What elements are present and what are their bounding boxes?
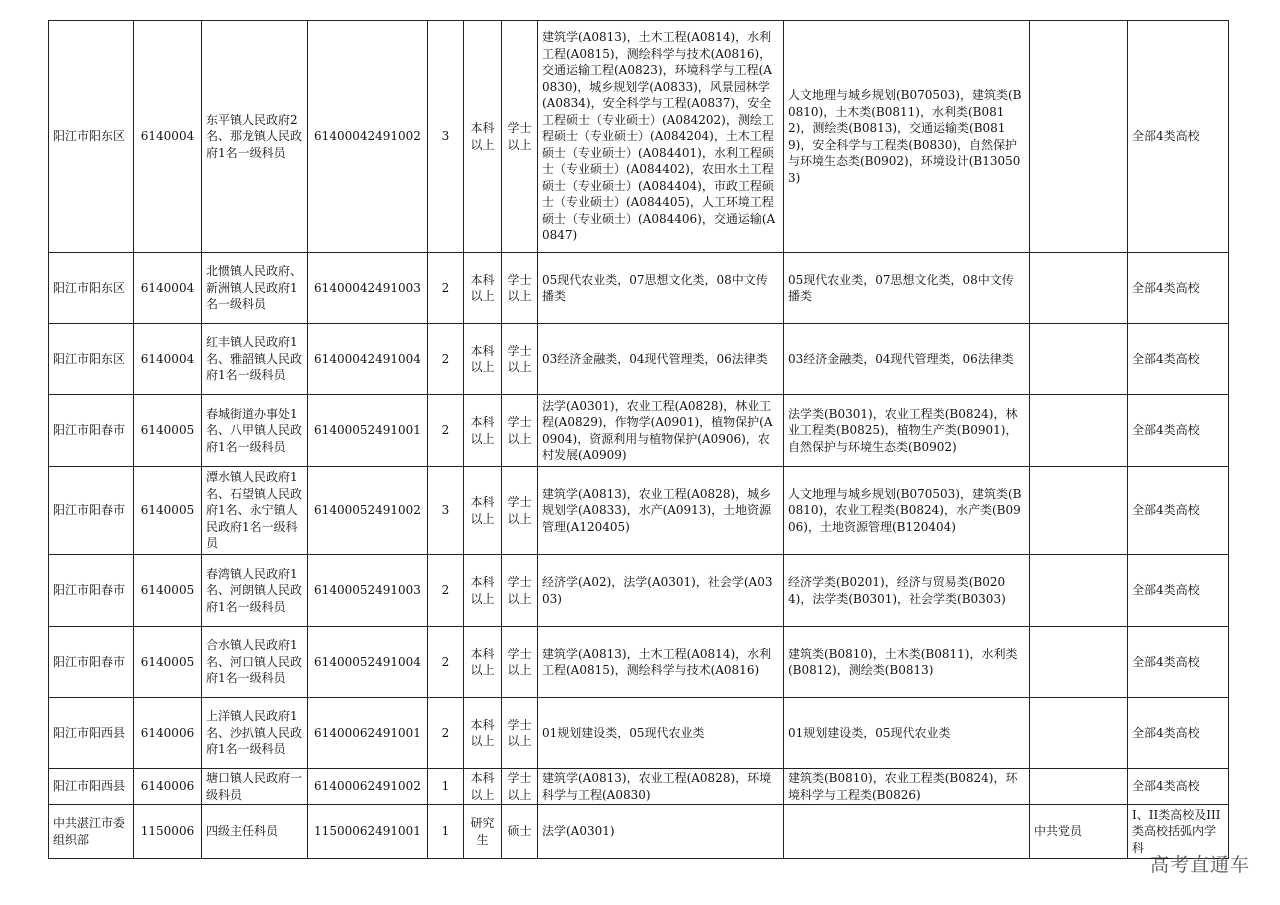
position-name-cell: 红丰镇人民政府1名、雅韶镇人民政府1名一级科员 — [202, 324, 308, 395]
hire-count-cell: 2 — [428, 395, 464, 467]
political-status-cell — [1030, 21, 1128, 253]
hire-count-cell: 3 — [428, 467, 464, 555]
region-cell: 阳江市阳东区 — [49, 253, 134, 324]
school-requirement-cell: 全部4类高校 — [1128, 324, 1229, 395]
education-cell: 本科以上 — [464, 21, 502, 253]
degree-cell: 学士以上 — [502, 698, 538, 769]
school-requirement-cell: 全部4类高校 — [1128, 698, 1229, 769]
undergraduate-major-cell: 法学类(B0301)，农业工程类(B0824)，林业工程类(B0825)，植物生产类(B0901)，自然保护与环境生态类(B0902) — [784, 395, 1030, 467]
table-row — [49, 698, 1229, 769]
hire-count-cell: 1 — [428, 769, 464, 805]
education-cell: 本科以上 — [464, 467, 502, 555]
school-requirement-cell: 全部4类高校 — [1128, 467, 1229, 555]
graduate-major-cell: 建筑学(A0813)，农业工程(A0828)，环境科学与工程(A0830) — [538, 769, 784, 805]
undergraduate-major-cell: 03经济金融类，04现代管理类，06法律类 — [784, 324, 1030, 395]
degree-cell: 硕士 — [502, 805, 538, 859]
school-requirement-cell: 全部4类高校 — [1128, 627, 1229, 698]
undergraduate-major-cell — [784, 805, 1030, 859]
degree-cell: 学士以上 — [502, 627, 538, 698]
position-name-cell: 潭水镇人民政府1名、石望镇人民政府1名、永宁镇人民政府1名一级科员 — [202, 467, 308, 555]
position-name-cell: 北惯镇人民政府、新洲镇人民政府1名一级科员 — [202, 253, 308, 324]
position-code-cell: 61400042491002 — [308, 21, 428, 253]
table-row — [49, 805, 1229, 859]
region-cell: 阳江市阳春市 — [49, 467, 134, 555]
education-cell: 本科以上 — [464, 324, 502, 395]
education-cell: 本科以上 — [464, 698, 502, 769]
degree-cell: 学士以上 — [502, 395, 538, 467]
hire-count-cell: 2 — [428, 324, 464, 395]
degree-cell: 学士以上 — [502, 467, 538, 555]
hire-count-cell: 3 — [428, 21, 464, 253]
hire-count-cell: 2 — [428, 555, 464, 627]
position-name-cell: 春城街道办事处1名、八甲镇人民政府1名一级科员 — [202, 395, 308, 467]
unit-code-cell: 1150006 — [134, 805, 202, 859]
position-name-cell: 合水镇人民政府1名、河口镇人民政府1名一级科员 — [202, 627, 308, 698]
region-cell: 阳江市阳东区 — [49, 21, 134, 253]
unit-code-cell: 6140004 — [134, 253, 202, 324]
school-requirement-cell: I、II类高校及III类高校括弧内学科 — [1128, 805, 1229, 859]
table-row — [49, 555, 1229, 627]
region-cell: 阳江市阳春市 — [49, 627, 134, 698]
position-name-cell: 四级主任科员 — [202, 805, 308, 859]
watermark: 高考直通车 — [1149, 854, 1250, 876]
undergraduate-major-cell: 建筑类(B0810)，土木类(B0811)，水利类(B0812)，测绘类(B0813) — [784, 627, 1030, 698]
hire-count-cell: 1 — [428, 805, 464, 859]
unit-code-cell: 6140005 — [134, 467, 202, 555]
unit-code-cell: 6140005 — [134, 395, 202, 467]
graduate-major-cell: 建筑学(A0813)，土木工程(A0814)，水利工程(A0815)，测绘科学与技术(A0816) — [538, 627, 784, 698]
position-name-cell: 春湾镇人民政府1名、河朗镇人民政府1名一级科员 — [202, 555, 308, 627]
graduate-major-cell: 法学(A0301)，农业工程(A0828)，林业工程(A0829)，作物学(A0901)，植物保护(A0904)，资源利用与植物保护(A0906)，农村发展(A0909) — [538, 395, 784, 467]
political-status-cell — [1030, 555, 1128, 627]
region-cell: 阳江市阳春市 — [49, 395, 134, 467]
degree-cell: 学士以上 — [502, 21, 538, 253]
table-row — [49, 769, 1229, 805]
position-code-cell: 61400042491004 — [308, 324, 428, 395]
school-requirement-cell: 全部4类高校 — [1128, 769, 1229, 805]
graduate-major-cell: 法学(A0301) — [538, 805, 784, 859]
table-row — [49, 395, 1229, 467]
hire-count-cell: 2 — [428, 627, 464, 698]
political-status-cell — [1030, 395, 1128, 467]
region-cell: 阳江市阳西县 — [49, 698, 134, 769]
political-status-cell — [1030, 627, 1128, 698]
political-status-cell — [1030, 467, 1128, 555]
position-code-cell: 61400052491002 — [308, 467, 428, 555]
education-cell: 本科以上 — [464, 627, 502, 698]
position-code-cell: 61400062491002 — [308, 769, 428, 805]
position-code-cell: 61400052491003 — [308, 555, 428, 627]
graduate-major-cell: 01规划建设类，05现代农业类 — [538, 698, 784, 769]
education-cell: 本科以上 — [464, 769, 502, 805]
position-code-cell: 61400052491001 — [308, 395, 428, 467]
school-requirement-cell: 全部4类高校 — [1128, 555, 1229, 627]
undergraduate-major-cell: 01规划建设类，05现代农业类 — [784, 698, 1030, 769]
school-requirement-cell: 全部4类高校 — [1128, 21, 1229, 253]
degree-cell: 学士以上 — [502, 253, 538, 324]
political-status-cell — [1030, 769, 1128, 805]
graduate-major-cell: 05现代农业类，07思想文化类，08中文传播类 — [538, 253, 784, 324]
political-status-cell — [1030, 698, 1128, 769]
hire-count-cell: 2 — [428, 253, 464, 324]
region-cell: 阳江市阳西县 — [49, 769, 134, 805]
undergraduate-major-cell: 经济学类(B0201)，经济与贸易类(B0204)，法学类(B0301)，社会学类(B0303) — [784, 555, 1030, 627]
table-body — [49, 21, 1229, 859]
unit-code-cell: 6140004 — [134, 21, 202, 253]
table-row — [49, 253, 1229, 324]
position-code-cell: 61400052491004 — [308, 627, 428, 698]
undergraduate-major-cell: 人文地理与城乡规划(B070503)，建筑类(B0810)，土木类(B0811)，水利类(B0812)，测绘类(B0813)，交通运输类(B0819)，安全科学与工程类(B0830)，自然保护与环境生态类(B0902)，环境设计(B130503) — [784, 21, 1030, 253]
graduate-major-cell: 建筑学(A0813)，农业工程(A0828)，城乡规划学(A0833)，水产(A0913)，土地资源管理(A120405) — [538, 467, 784, 555]
unit-code-cell: 6140006 — [134, 769, 202, 805]
region-cell: 阳江市阳东区 — [49, 324, 134, 395]
position-code-cell: 61400062491001 — [308, 698, 428, 769]
school-requirement-cell: 全部4类高校 — [1128, 395, 1229, 467]
recruitment-table — [48, 20, 1229, 859]
education-cell: 本科以上 — [464, 395, 502, 467]
position-code-cell: 61400042491003 — [308, 253, 428, 324]
education-cell: 本科以上 — [464, 253, 502, 324]
degree-cell: 学士以上 — [502, 555, 538, 627]
education-cell: 本科以上 — [464, 555, 502, 627]
unit-code-cell: 6140005 — [134, 555, 202, 627]
undergraduate-major-cell: 人文地理与城乡规划(B070503)，建筑类(B0810)，农业工程类(B0824)，水产类(B0906)，土地资源管理(B120404) — [784, 467, 1030, 555]
table-row — [49, 21, 1229, 253]
position-name-cell: 东平镇人民政府2名、那龙镇人民政府1名一级科员 — [202, 21, 308, 253]
degree-cell: 学士以上 — [502, 769, 538, 805]
table-row — [49, 324, 1229, 395]
undergraduate-major-cell: 建筑类(B0810)，农业工程类(B0824)，环境科学与工程类(B0826) — [784, 769, 1030, 805]
political-status-cell — [1030, 324, 1128, 395]
position-name-cell: 上洋镇人民政府1名、沙扒镇人民政府1名一级科员 — [202, 698, 308, 769]
degree-cell: 学士以上 — [502, 324, 538, 395]
region-cell: 阳江市阳春市 — [49, 555, 134, 627]
school-requirement-cell: 全部4类高校 — [1128, 253, 1229, 324]
table-row — [49, 627, 1229, 698]
undergraduate-major-cell: 05现代农业类，07思想文化类，08中文传播类 — [784, 253, 1030, 324]
graduate-major-cell: 经济学(A02)，法学(A0301)，社会学(A0303) — [538, 555, 784, 627]
hire-count-cell: 2 — [428, 698, 464, 769]
position-name-cell: 塘口镇人民政府一级科员 — [202, 769, 308, 805]
graduate-major-cell: 03经济金融类，04现代管理类，06法律类 — [538, 324, 784, 395]
unit-code-cell: 6140006 — [134, 698, 202, 769]
position-code-cell: 11500062491001 — [308, 805, 428, 859]
political-status-cell — [1030, 253, 1128, 324]
table-row — [49, 467, 1229, 555]
unit-code-cell: 6140004 — [134, 324, 202, 395]
region-cell: 中共湛江市委组织部 — [49, 805, 134, 859]
graduate-major-cell: 建筑学(A0813)，土木工程(A0814)，水利工程(A0815)，测绘科学与技术(A0816)，交通运输工程(A0823)，环境科学与工程(A0830)，城乡规划学(A0833)，风景园林学(A0834)，安全科学与工程(A0837)，安全工程硕士（专业硕士）(A084202)，测绘工程硕士（专业硕士）(A084204)，土木工程硕士（专业硕士）(A084401)，水利工程硕士（专业硕士）(A084402)，农田水土工程硕士（专业硕士）(A084404)，市政工程硕士（专业硕士）(A084405)，人工环境工程硕士（专业硕士）(A084406)，交通运输(A0847) — [538, 21, 784, 253]
education-cell: 研究生 — [464, 805, 502, 859]
political-status-cell: 中共党员 — [1030, 805, 1128, 859]
unit-code-cell: 6140005 — [134, 627, 202, 698]
